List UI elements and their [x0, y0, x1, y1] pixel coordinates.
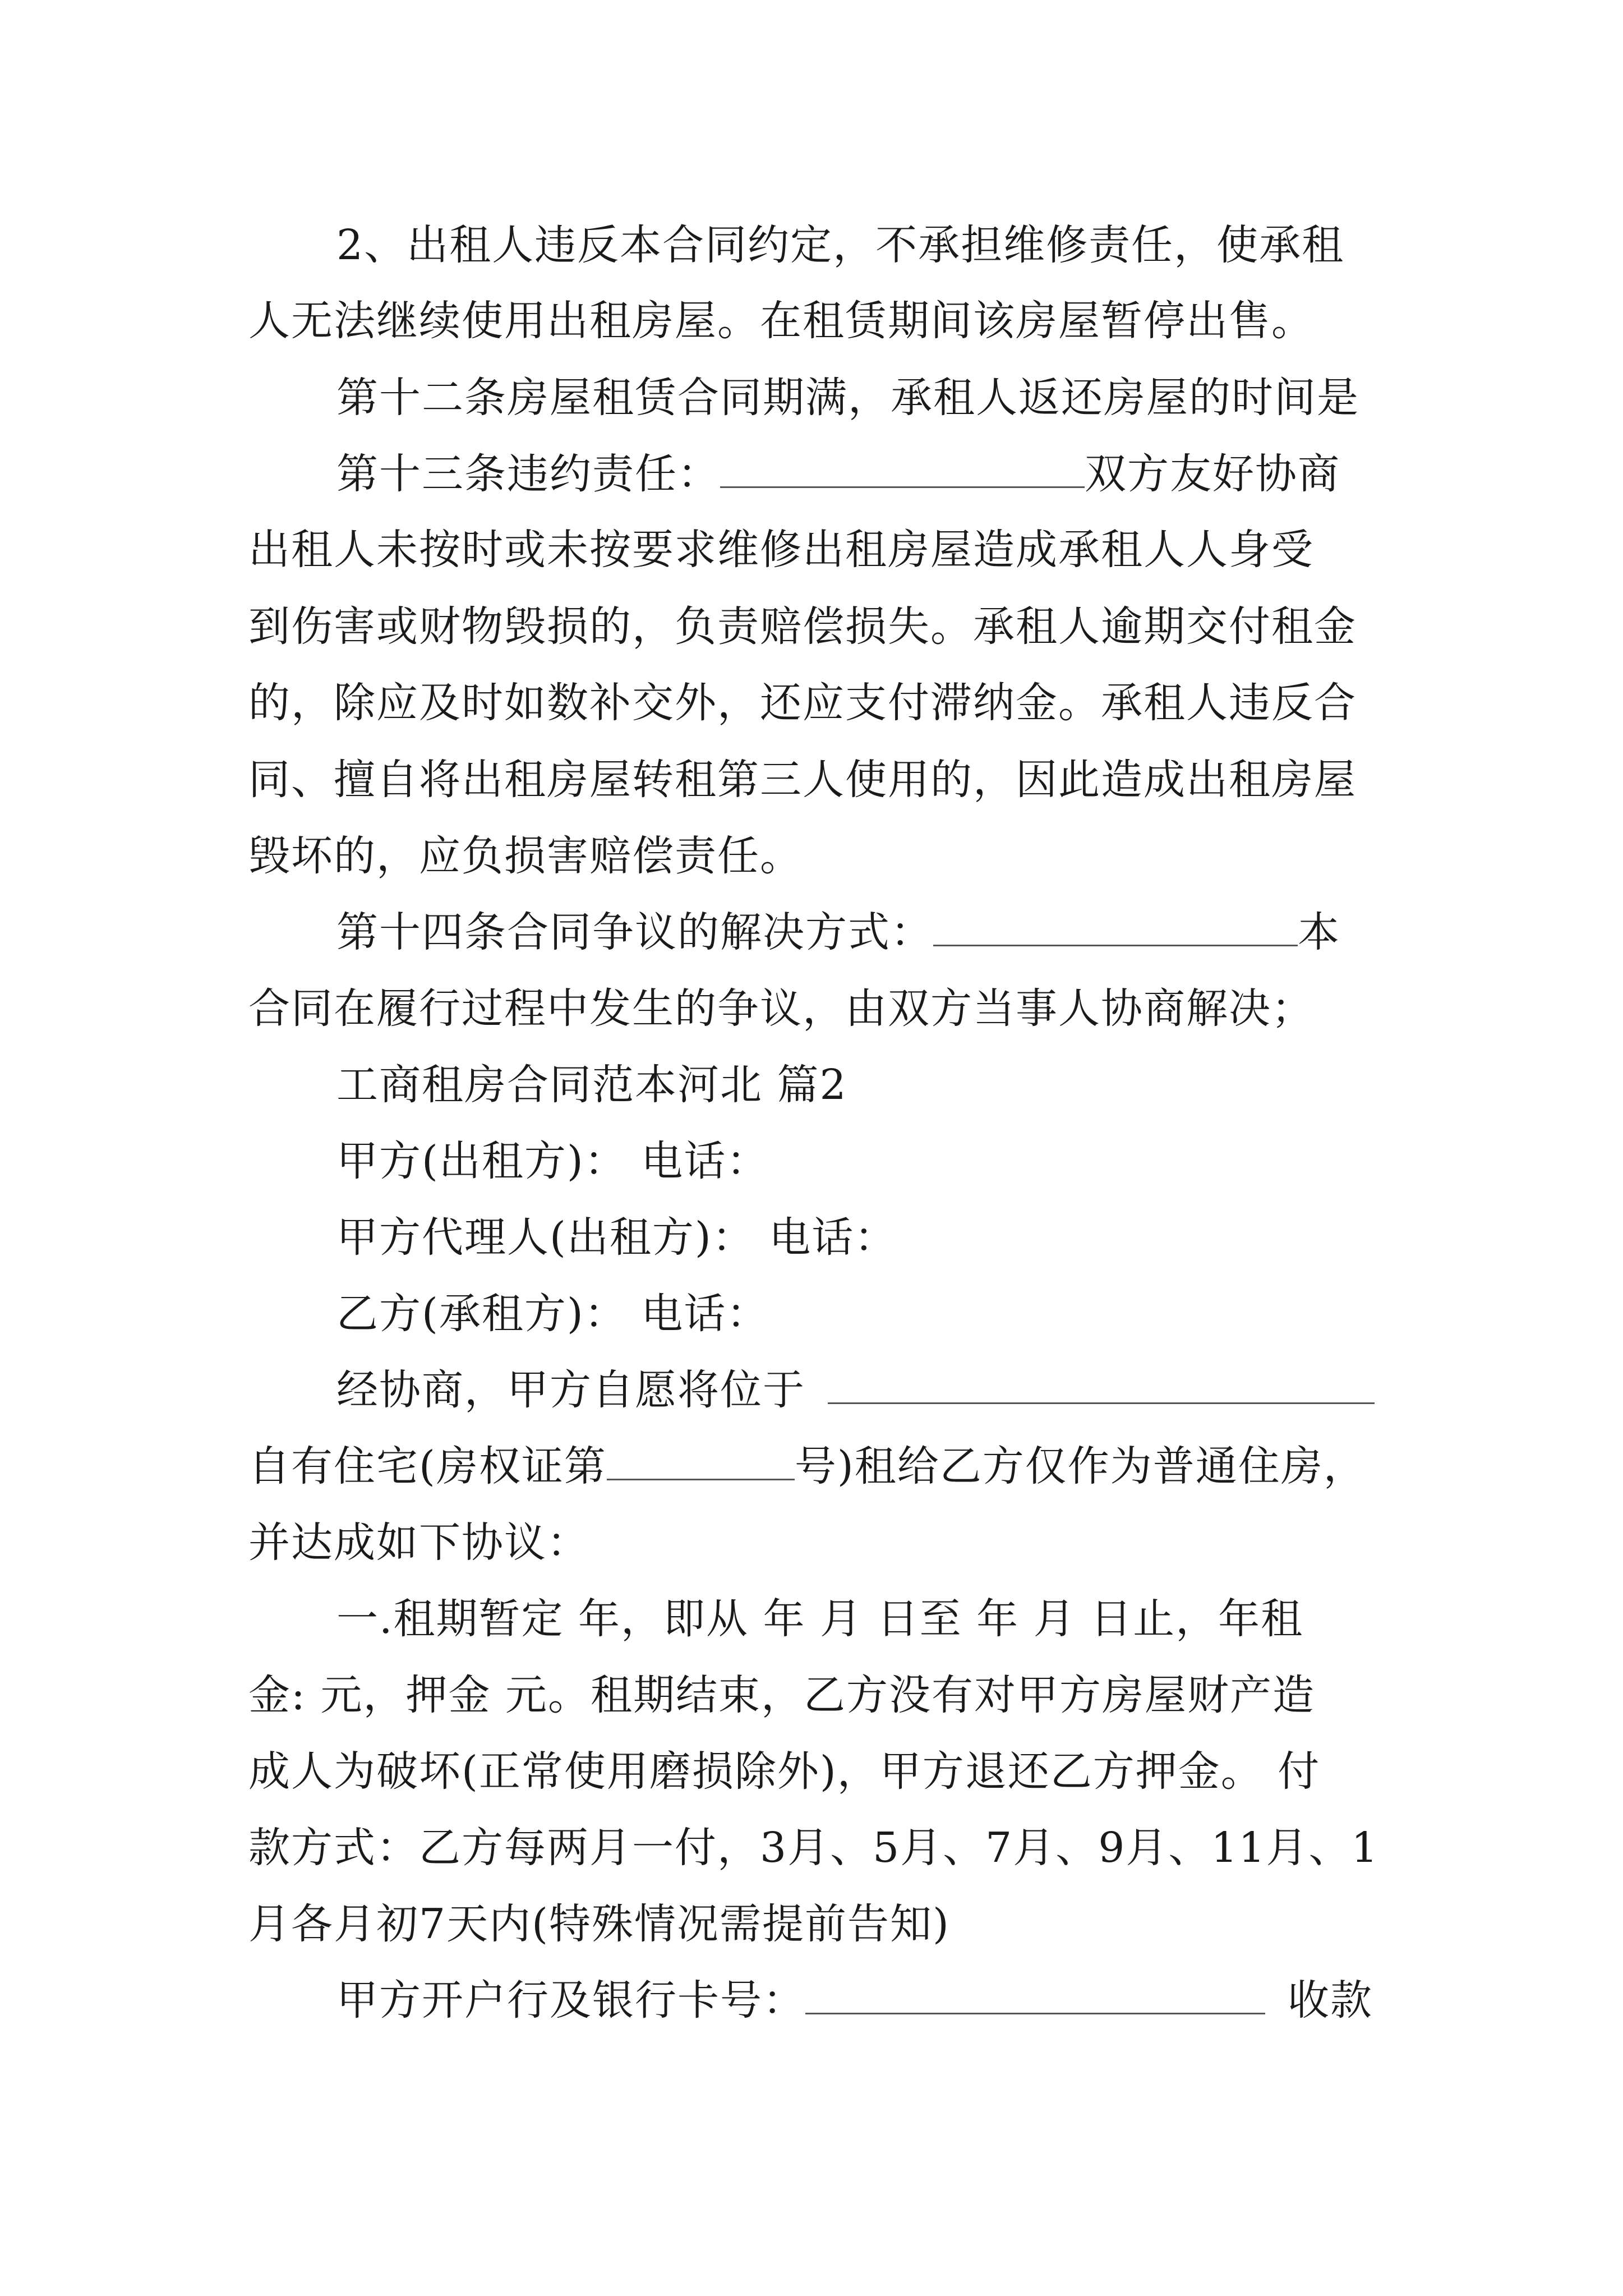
paragraph-line — [248, 983, 1314, 1034]
text: 的，除应及时如数补交外，还应支付滞纳金。承租人违反合 — [248, 679, 1357, 727]
paragraph-line — [336, 1136, 769, 1186]
paragraph-line — [248, 601, 1357, 652]
paragraph-line — [248, 524, 1314, 575]
text: 2、出租人违反本合同约定，不承担维修责任，使承租 — [336, 221, 1345, 269]
text: 并达成如下协议： — [248, 1519, 589, 1567]
fill-in-blank — [933, 910, 1298, 946]
text: 出租人未按时或未按要求维修出租房屋造成承租人人身受 — [248, 526, 1314, 574]
text: 月各月初7天内(特殊情况需提前告知) — [248, 1900, 950, 1948]
paragraph-line — [336, 1975, 1373, 2026]
fill-in-blank — [828, 1368, 1375, 1404]
text: 成人为破坏(正常使用磨损除外)，甲方退还乙方押金。 付 — [248, 1747, 1321, 1796]
section-heading — [336, 1060, 847, 1110]
paragraph-line — [248, 678, 1357, 728]
fill-in-blank — [720, 452, 1085, 488]
fill-in-blank — [607, 1444, 795, 1480]
paragraph-line — [248, 296, 1314, 346]
paragraph-line — [336, 449, 1340, 499]
text: 号)租给乙方仅作为普通住房， — [794, 1442, 1366, 1490]
text: 同、擅自将出租房屋转租第三人使用的，因此造成出租房屋 — [248, 756, 1357, 804]
paragraph-line — [336, 1212, 897, 1263]
paragraph-line — [336, 1365, 1375, 1415]
text: 人无法继续使用出租房屋。在租赁期间该房屋暂停出售。 — [248, 297, 1314, 345]
paragraph-line — [248, 1517, 589, 1568]
text: 款方式：乙方每两月一付，3月、5月、7月、9月、11月、1 — [248, 1824, 1379, 1872]
text: 工商租房合同范本河北 篇2 — [336, 1061, 847, 1109]
text: 第十三条违约责任： — [336, 450, 720, 498]
text: 双方友好协商 — [1085, 450, 1340, 498]
text: 乙方(承租方)： 电话： — [336, 1290, 769, 1338]
paragraph-line — [248, 1823, 1379, 1873]
paragraph-line — [248, 831, 803, 881]
text: 经协商，甲方自愿将位于 — [336, 1366, 805, 1414]
text: 收款 — [1288, 1976, 1373, 2024]
paragraph-line — [248, 1899, 950, 1949]
paragraph-line — [336, 220, 1344, 270]
text: 甲方(出租方)： 电话： — [336, 1137, 769, 1185]
paragraph-line — [248, 754, 1357, 805]
paragraph-line — [336, 1289, 769, 1339]
text: 第十二条房屋租赁合同期满，承租人返还房屋的时间是 — [336, 374, 1359, 422]
paragraph-line — [336, 1594, 1303, 1644]
paragraph-line — [248, 1670, 1315, 1720]
text: 自有住宅(房权证第 — [248, 1442, 607, 1490]
paragraph-line — [248, 1746, 1320, 1797]
text: 合同在履行过程中发生的争议，由双方当事人协商解决； — [248, 984, 1314, 1033]
text: 本 — [1298, 908, 1340, 956]
paragraph-line — [248, 1441, 1366, 1492]
text: 甲方代理人(出租方)： 电话： — [336, 1213, 897, 1262]
fill-in-blank — [805, 1978, 1265, 2014]
paragraph-line — [336, 372, 1359, 423]
paragraph-line — [336, 907, 1340, 958]
text: 甲方开户行及银行卡号： — [336, 1976, 805, 2024]
text: 金: 元，押金 元。租期结束，乙方没有对甲方房屋财产造 — [248, 1671, 1315, 1719]
text: 毁坏的，应负损害赔偿责任。 — [248, 832, 803, 880]
text: 一.租期暂定 年，即从 年 月 日至 年 月 日止，年租 — [336, 1595, 1304, 1643]
text: 第十四条合同争议的解决方式： — [336, 908, 933, 956]
text: 到伤害或财物毁损的，负责赔偿损失。承租人逾期交付租金 — [248, 602, 1357, 651]
